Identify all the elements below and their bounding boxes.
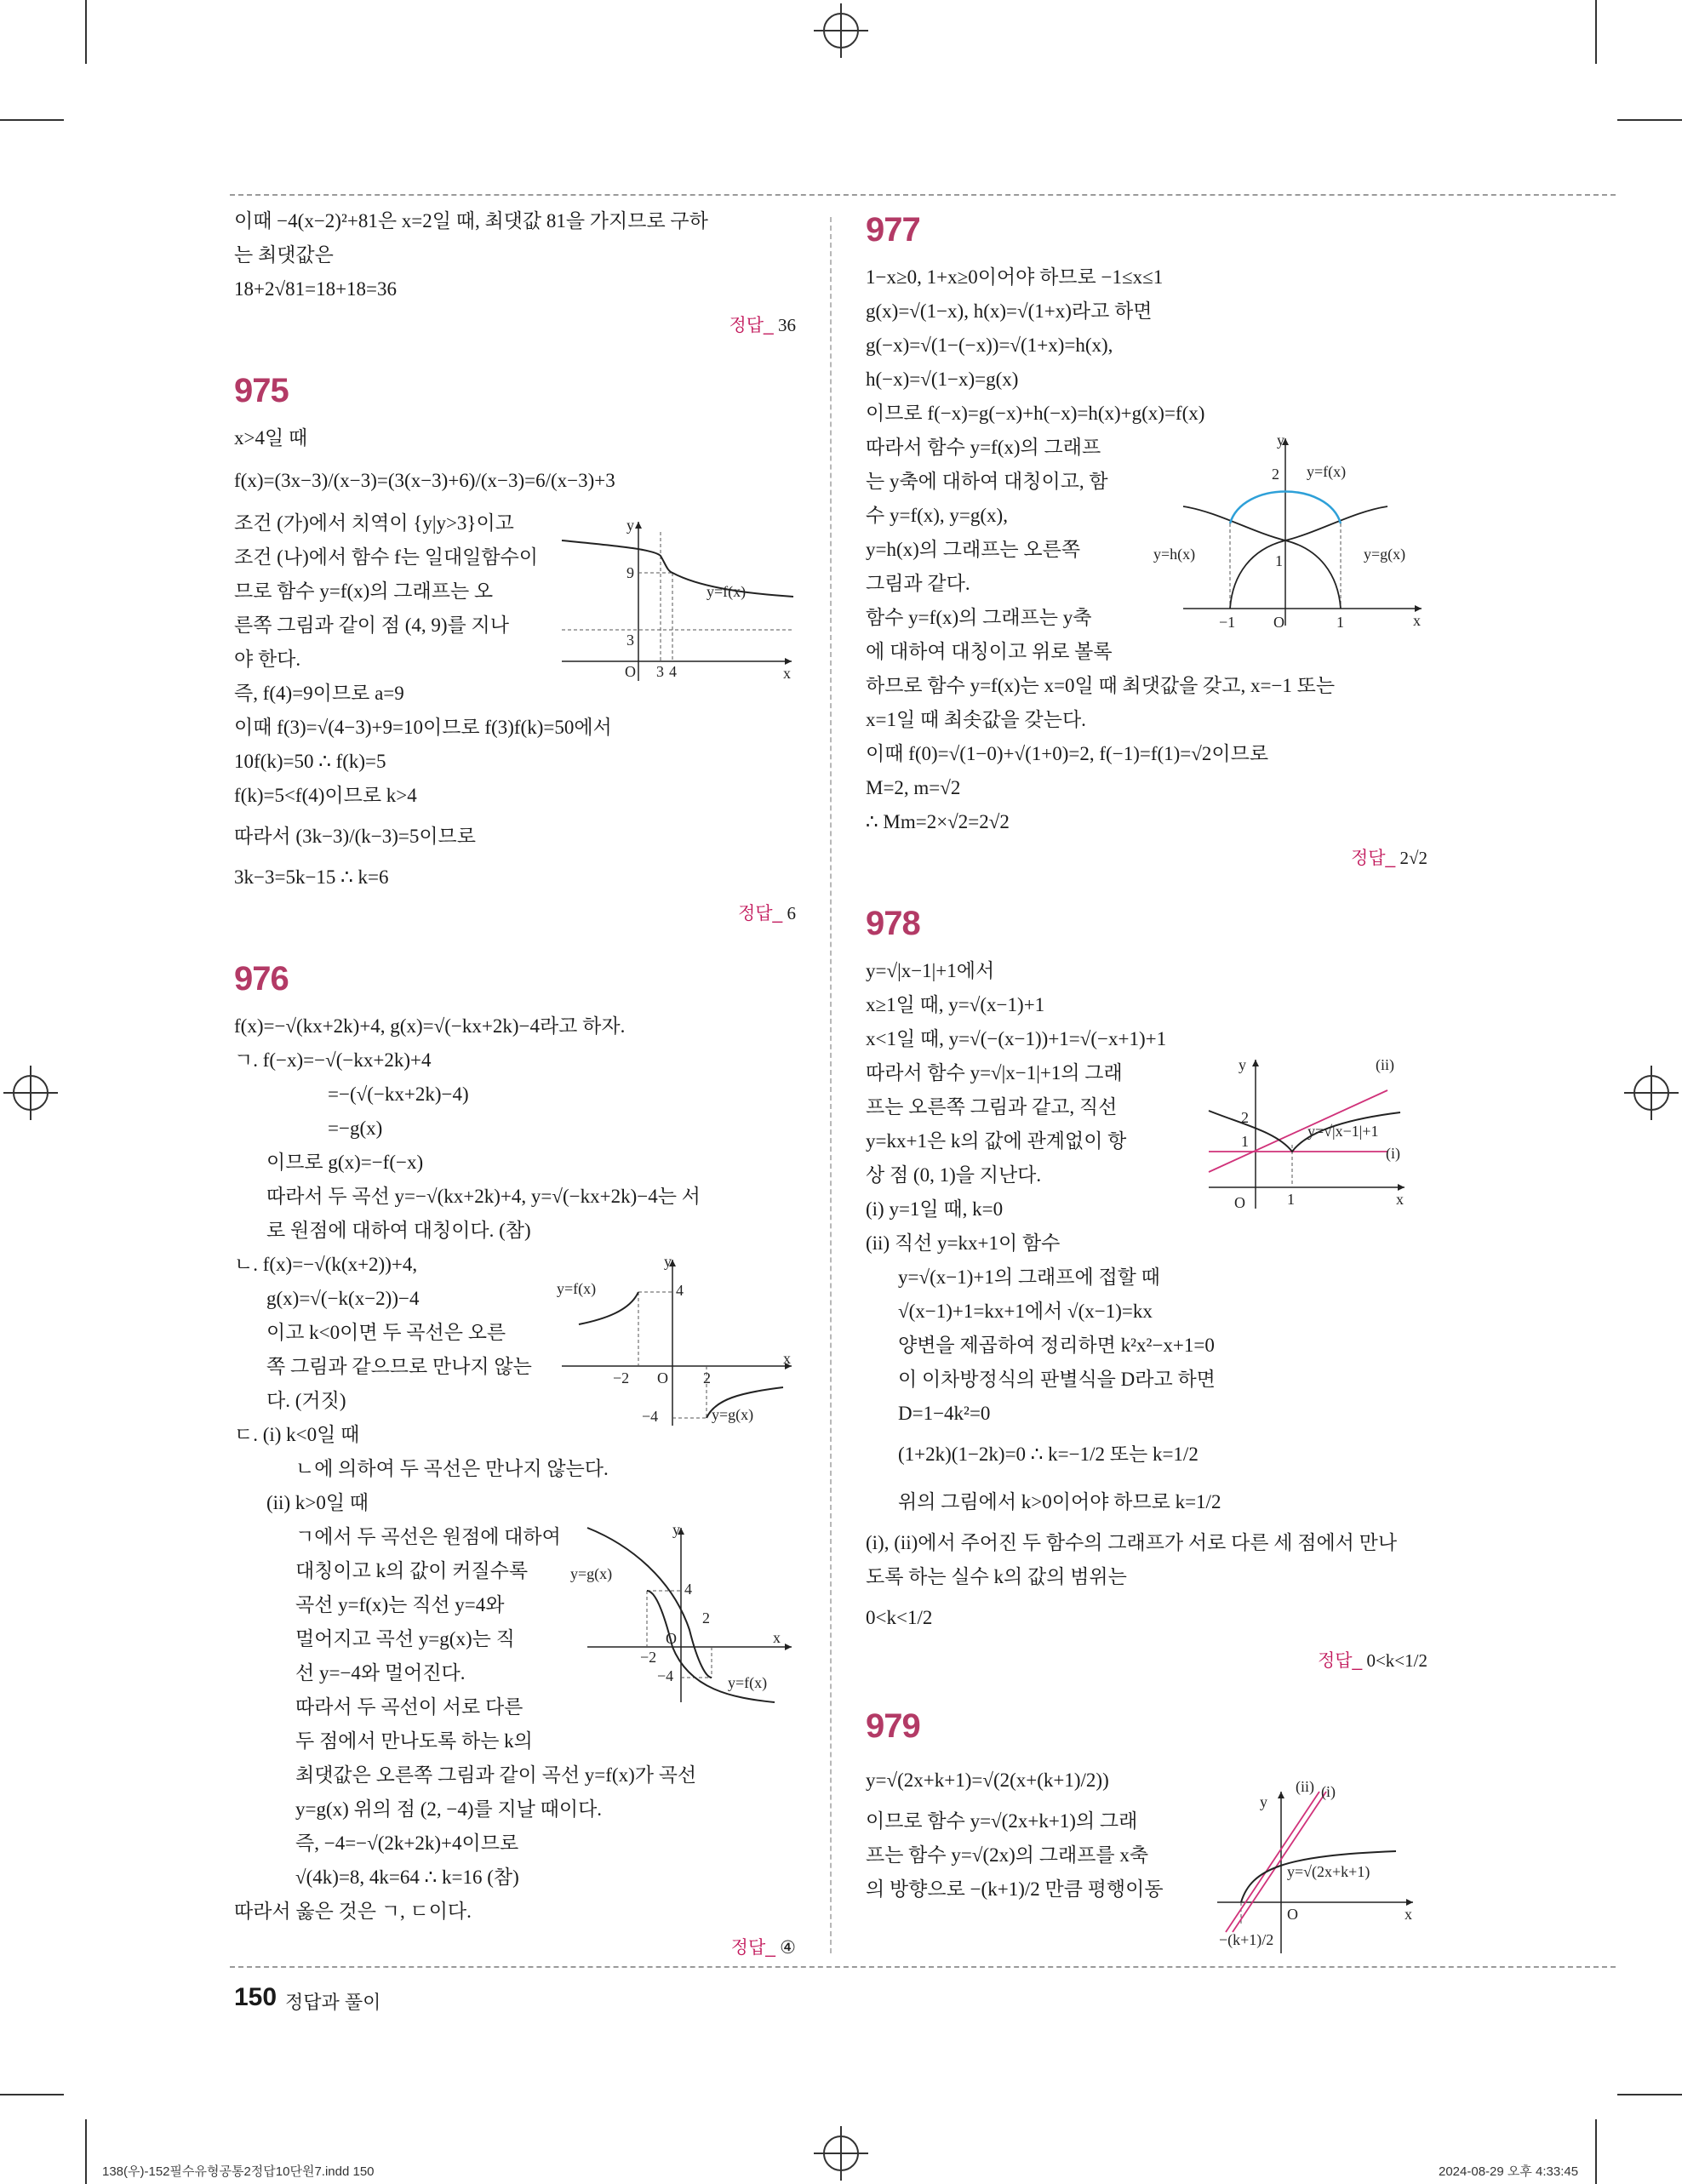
registration-mark (1624, 1066, 1679, 1120)
text-line: y=√(2x+k+1)=√(2(x+(k+1)/2)) (866, 1769, 1109, 1791)
y-axis-label: y (664, 1253, 672, 1270)
text-line: 른쪽 그림과 같이 점 (4, 9)를 지나 (234, 615, 509, 636)
text-line: 상 점 (0, 1)을 지난다. (866, 1164, 1042, 1186)
text-line: y=kx+1은 k의 값에 관계없이 항 (866, 1130, 1127, 1152)
tick-label: 1 (1275, 552, 1283, 569)
left-column (234, 204, 796, 1987)
text-line: 조건 (나)에서 함수 f는 일대일함수이 (234, 546, 539, 568)
text-line: g(x)=√(−k(x−2))−4 (266, 1288, 420, 1309)
text-line: ∴ Mm=2×√2=2√2 (866, 811, 1010, 832)
text-line: h(−x)=√(1−x)=g(x) (866, 369, 1019, 390)
registration-mark (814, 2126, 868, 2181)
origin-label: O (1234, 1194, 1245, 1211)
tick-label: −2 (640, 1649, 657, 1666)
text-line: 곡선 y=f(x)는 직선 y=4와 (295, 1594, 505, 1615)
origin-label: O (625, 663, 636, 680)
crop-mark (1617, 119, 1682, 121)
answer-value: ④ (780, 1937, 796, 1958)
text-line: f(k)=5<f(4)이므로 k>4 (234, 785, 417, 806)
footer-title: 정답과 풀이 (285, 1992, 381, 2013)
text-line: 는 최댓값은 (234, 244, 334, 266)
crop-mark (0, 119, 64, 121)
text-line: 는 y축에 대하여 대칭이고, 함 (866, 471, 1108, 492)
tick-label: 4 (684, 1581, 692, 1598)
text-line: ㄴ에 의하여 두 곡선은 만나지 않는다. (295, 1458, 609, 1479)
curve-label-f: y=f(x) (557, 1280, 597, 1297)
origin-label: O (666, 1630, 677, 1647)
text-line: 이므로 f(−x)=g(−x)+h(−x)=h(x)+g(x)=f(x) (866, 403, 1205, 424)
text-line: 최댓값은 오른쪽 그림과 같이 곡선 y=f(x)가 곡선 (295, 1764, 697, 1786)
answer-value: 0<k<1/2 (1366, 1650, 1427, 1671)
line-label-i: (i) (1321, 1783, 1336, 1800)
crop-mark (1595, 2119, 1597, 2184)
answer-label: 정답_ (737, 904, 783, 923)
text-line: 이고 k<0이면 두 곡선은 오른 (266, 1322, 506, 1343)
line-label-ii: (ii) (1376, 1056, 1394, 1073)
text-line: 3k−3=5k−15 ∴ k=6 (234, 866, 389, 888)
line-label-ii: (ii) (1296, 1778, 1314, 1795)
text-line: 에 대하여 대칭이고 위로 볼록 (866, 641, 1113, 662)
text-line: 0<k<1/2 (866, 1607, 933, 1628)
text-line: 선 y=−4와 멀어진다. (295, 1662, 466, 1684)
text-line: =−g(x) (328, 1118, 383, 1139)
graph-976-c (562, 1519, 809, 1711)
graph-976-b (553, 1251, 800, 1434)
tick-label: −4 (657, 1667, 674, 1684)
text-line: 그림과 같다. (866, 573, 970, 594)
y-axis-label: y (1239, 1056, 1246, 1073)
text-line: g(−x)=√(1−(−x))=√(1+x)=h(x), (866, 334, 1113, 356)
text-line: 이때 f(0)=√(1−0)+√(1+0)=2, f(−1)=f(1)=√2이므로 (866, 743, 1269, 764)
curve-label-f: y=f(x) (728, 1674, 768, 1691)
curve-label-g: y=g(x) (570, 1565, 613, 1582)
text-line: M=2, m=√2 (866, 777, 961, 798)
curve-label-g: y=g(x) (1364, 546, 1406, 563)
text-line: y=g(x) 위의 점 (2, −4)를 지날 때이다. (295, 1798, 603, 1820)
graph-975 (553, 515, 800, 689)
problem-number: 977 (866, 211, 920, 249)
x-axis-label: x (1405, 1906, 1412, 1923)
text-line: ㄱ에서 두 곡선은 원점에 대하여 (295, 1526, 561, 1547)
text-line: f(x)=−√(kx+2k)+4, g(x)=√(−kx+2k)−4라고 하자. (234, 1015, 626, 1037)
y-axis-label: y (1260, 1793, 1267, 1810)
answer (866, 843, 1427, 874)
problem-number: 975 (234, 372, 289, 409)
x-axis-label: x (773, 1629, 781, 1646)
column-divider (830, 217, 832, 1953)
top-divider (230, 194, 1616, 196)
tick-label: 1 (1241, 1133, 1249, 1150)
text-line: 므로 함수 y=f(x)의 그래프는 오 (234, 580, 494, 602)
text-line: 멀어지고 곡선 y=g(x)는 직 (295, 1628, 515, 1649)
text-line: y=√|x−1|+1에서 (866, 960, 995, 981)
text-line: x=1일 때 최솟값을 갖는다. (866, 709, 1086, 730)
crop-mark (85, 2119, 87, 2184)
answer-label: 정답_ (730, 1938, 775, 1958)
x-axis-label: x (783, 1350, 791, 1367)
tick-label: 9 (626, 564, 634, 581)
curve-label-g: y=g(x) (712, 1406, 754, 1423)
text-line: ㄷ. (i) k<0일 때 (234, 1424, 360, 1445)
tick-label: 3 (626, 632, 634, 649)
text-line: 따라서 옳은 것은 ㄱ, ㄷ이다. (234, 1901, 472, 1922)
tick-label: 1 (1336, 614, 1344, 631)
text-line: x≥1일 때, y=√(x−1)+1 (866, 994, 1045, 1015)
text-line: =−(√(−kx+2k)−4) (328, 1083, 469, 1105)
text-line: 이때 −4(x−2)²+81은 x=2일 때, 최댓값 81을 가지므로 구하 (234, 210, 708, 232)
slug-file: 138(우)-152필수유형공통2정답10단원7.indd 150 (102, 2164, 375, 2179)
text-line: D=1−4k²=0 (898, 1403, 991, 1424)
y-axis-label: y (626, 517, 634, 534)
text-line: 즉, f(4)=9이므로 a=9 (234, 683, 404, 704)
text-line: (i) y=1일 때, k=0 (866, 1198, 1004, 1220)
answer (234, 310, 796, 341)
crop-mark (85, 0, 87, 64)
text-line: √(4k)=8, 4k=64 ∴ k=16 (참) (295, 1867, 519, 1888)
text-line: 따라서 (3k−3)/(k−3)=5이므로 (234, 826, 476, 847)
text-line: 함수 y=f(x)의 그래프는 y축 (866, 607, 1092, 628)
origin-label: O (1287, 1906, 1298, 1923)
text-line: 즉, −4=−√(2k+2k)+4이므로 (295, 1832, 519, 1854)
answer-value: 36 (778, 315, 796, 335)
tick-label: −1 (1219, 614, 1236, 631)
x-axis-label: x (1413, 612, 1421, 629)
crop-mark (1617, 2094, 1682, 2095)
problem-number: 976 (234, 960, 289, 998)
text-line: √(x−1)+1=kx+1에서 √(x−1)=kx (898, 1301, 1153, 1322)
answer (234, 898, 796, 929)
text-line: y=√(x−1)+1의 그래프에 접할 때 (898, 1266, 1160, 1288)
text-line: 쪽 그림과 같으므로 만나지 않는 (266, 1356, 532, 1377)
text-line: (i), (ii)에서 주어진 두 함수의 그래프가 서로 다른 세 점에서 만나 (866, 1532, 1398, 1553)
answer (234, 1932, 796, 1964)
answer (866, 1645, 1427, 1677)
text-line: 이때 f(3)=√(4−3)+9=10이므로 f(3)f(k)=50에서 (234, 717, 612, 738)
text-line: 두 점에서 만나도록 하는 k의 (295, 1730, 533, 1752)
text-line: ㄱ. f(−x)=−√(−kx+2k)+4 (234, 1049, 432, 1071)
text-line: 하므로 함수 y=f(x)는 x=0일 때 최댓값을 갖고, x=−1 또는 (866, 675, 1336, 696)
graph-978 (1192, 1051, 1447, 1217)
graph-979 (1192, 1775, 1447, 1962)
tick-label: 1 (1287, 1191, 1295, 1208)
text-line: 1−x≥0, 1+x≥0이어야 하므로 −1≤x≤1 (866, 266, 1164, 288)
shift-label: −(k+1)/2 (1219, 1931, 1274, 1948)
text-line: 따라서 함수 y=f(x)의 그래프 (866, 437, 1101, 458)
text-line: y=h(x)의 그래프는 오른쪽 (866, 539, 1081, 560)
crop-mark (0, 2094, 64, 2095)
text-line: 10f(k)=50 ∴ f(k)=5 (234, 751, 386, 772)
text-line: 다. (거짓) (266, 1390, 346, 1411)
curve-label: y=√(2x+k+1) (1287, 1863, 1370, 1880)
line-label-i: (i) (1386, 1145, 1400, 1162)
text-line: x<1일 때, y=√(−(x−1))+1=√(−x+1)+1 (866, 1028, 1167, 1049)
text-line: f(x)=(3x−3)/(x−3)=(3(x−3)+6)/(x−3)=6/(x−3)+3 (234, 470, 615, 491)
answer-value: 2√2 (1399, 848, 1427, 868)
text-line: 18+2√81=18+18=36 (234, 278, 398, 300)
crop-mark (1595, 0, 1597, 64)
text-line: 프는 오른쪽 그림과 같고, 직선 (866, 1096, 1118, 1118)
text-line: 대칭이고 k의 값이 커질수록 (295, 1560, 529, 1581)
tick-label: −4 (642, 1408, 659, 1425)
problem-number: 979 (866, 1707, 920, 1745)
x-axis-label: x (1396, 1191, 1404, 1208)
answer-label: 정답_ (1317, 1651, 1363, 1671)
text-line: 따라서 두 곡선 y=−√(kx+2k)+4, y=√(−kx+2k)−4는 서 (266, 1186, 701, 1207)
tick-label: 4 (669, 663, 677, 680)
text-line: 이므로 함수 y=√(2x+k+1)의 그래 (866, 1810, 1138, 1832)
text-line: 도록 하는 실수 k의 값의 범위는 (866, 1566, 1127, 1587)
text-line: 로 원점에 대하여 대칭이다. (참) (266, 1220, 531, 1241)
registration-mark (3, 1066, 58, 1120)
text-line: (ii) k>0일 때 (266, 1492, 369, 1513)
tick-label: 2 (1241, 1109, 1249, 1126)
text-line: 따라서 두 곡선이 서로 다른 (295, 1696, 523, 1718)
text-line: 양변을 제곱하여 정리하면 k²x²−x+1=0 (898, 1335, 1215, 1356)
tick-label: 2 (703, 1369, 711, 1386)
answer-label: 정답_ (729, 316, 774, 335)
tick-label: −2 (613, 1369, 630, 1386)
text-line: 조건 (가)에서 치역이 {y|y>3}이고 (234, 512, 514, 534)
tick-label: 3 (656, 663, 664, 680)
problem-number: 978 (866, 905, 920, 942)
y-axis-label: y (672, 1521, 680, 1538)
text-line: 위의 그림에서 k>0이어야 하므로 k=1/2 (898, 1491, 1221, 1512)
curve-label: y=√|x−1|+1 (1307, 1123, 1379, 1140)
graph-977 (1149, 430, 1430, 638)
text-line: 수 y=f(x), y=g(x), (866, 505, 1008, 526)
text-line: (1+2k)(1−2k)=0 ∴ k=−1/2 또는 k=1/2 (898, 1444, 1199, 1465)
text-line: 프는 함수 y=√(2x)의 그래프를 x축 (866, 1844, 1149, 1866)
tick-label: 2 (702, 1609, 710, 1627)
text-line: 야 한다. (234, 649, 301, 670)
text-line: (ii) 직선 y=kx+1이 함수 (866, 1232, 1061, 1254)
text-line: 이므로 g(x)=−f(−x) (266, 1152, 424, 1173)
origin-label: O (1273, 614, 1284, 631)
curve-label-f: y=f(x) (1307, 463, 1347, 480)
page-number: 150 (234, 1983, 277, 2011)
origin-label: O (657, 1369, 668, 1386)
text-line: 의 방향으로 −(k+1)/2 만큼 평행이동 (866, 1878, 1164, 1900)
text-line: ㄴ. f(x)=−√(k(x+2))+4, (234, 1254, 418, 1275)
text-line: x>4일 때 (234, 427, 308, 449)
registration-mark (814, 3, 868, 58)
answer-value: 6 (787, 903, 796, 923)
answer-label: 정답_ (1350, 849, 1396, 868)
text-line: g(x)=√(1−x), h(x)=√(1+x)라고 하면 (866, 300, 1153, 322)
y-axis-label: y (1277, 432, 1284, 449)
tick-label: 4 (676, 1282, 684, 1299)
text-line: 따라서 함수 y=√|x−1|+1의 그래 (866, 1062, 1123, 1083)
x-axis-label: x (783, 665, 791, 682)
curve-label-h: y=h(x) (1153, 546, 1196, 563)
tick-label: 2 (1272, 466, 1279, 483)
slug-date: 2024-08-29 오후 4:33:45 (1439, 2164, 1579, 2179)
curve-label: y=f(x) (707, 583, 747, 600)
text-line: 이 이차방정식의 판별식을 D라고 하면 (898, 1369, 1216, 1390)
